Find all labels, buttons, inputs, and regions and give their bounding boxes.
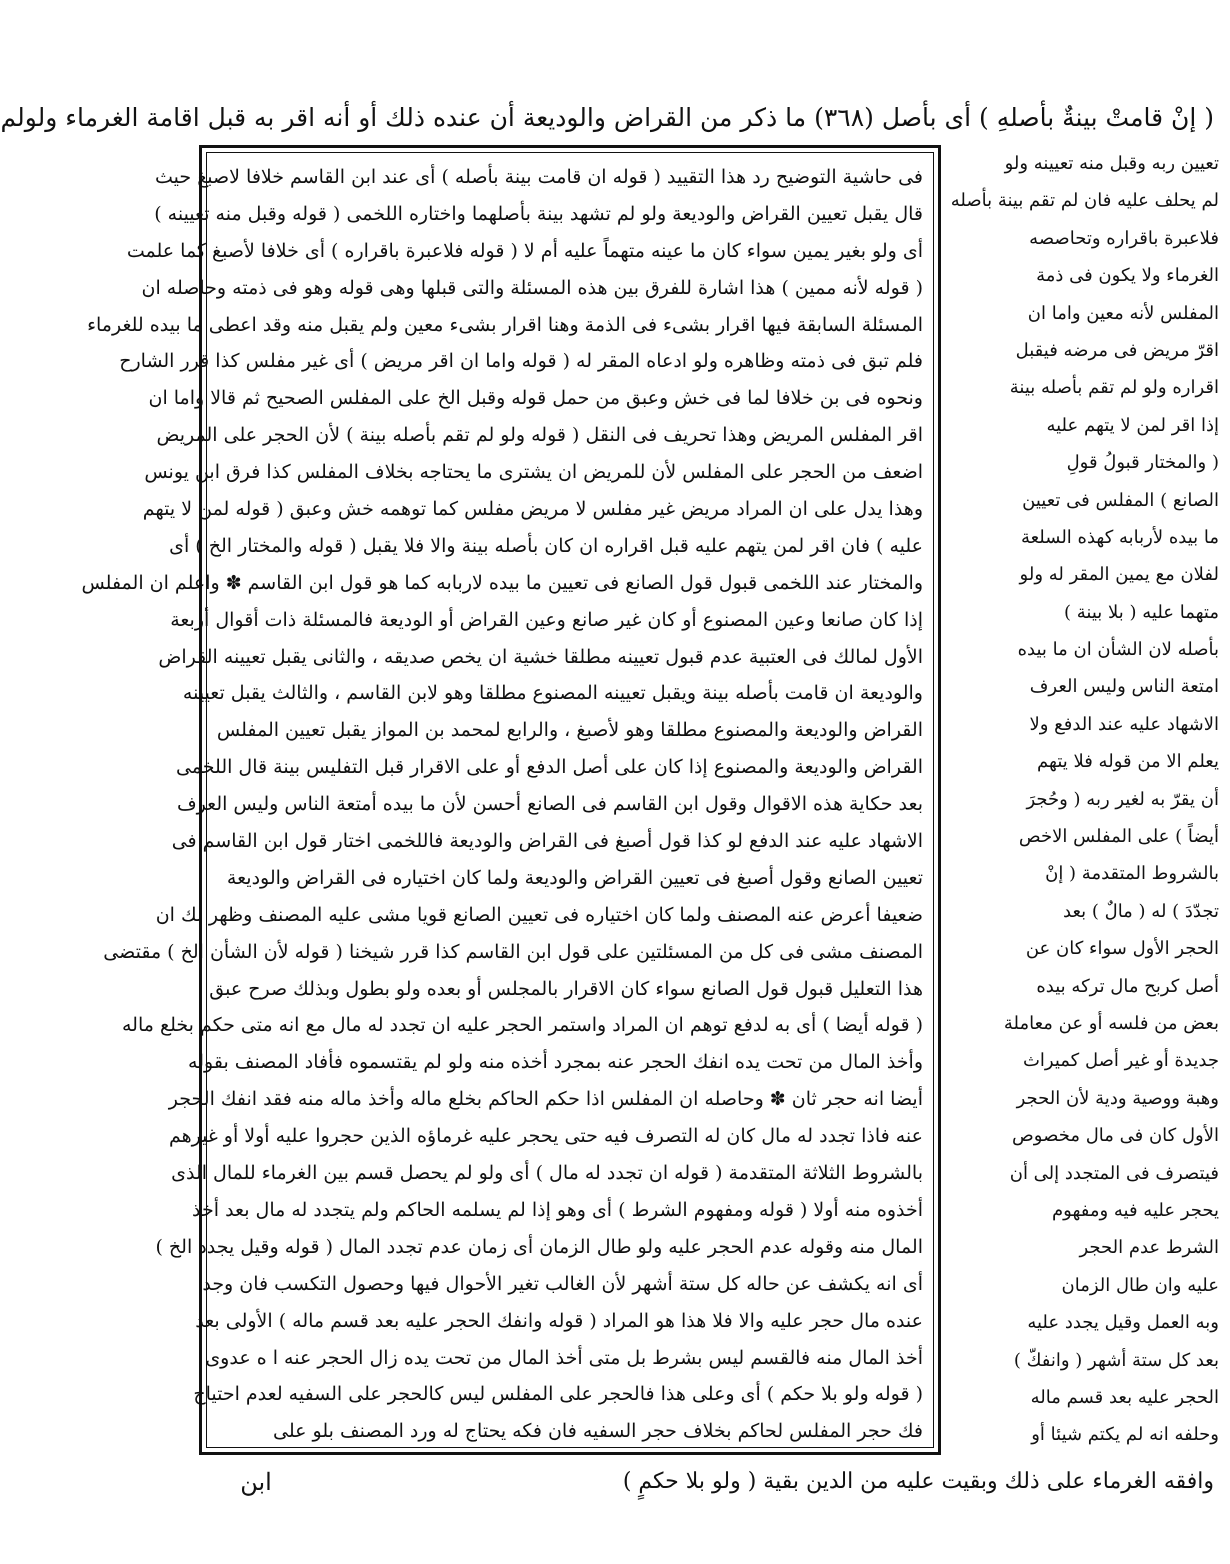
margin-line: جديدة أو غير أصل كميراث bbox=[1022, 1050, 1219, 1072]
commentary-line: بالشروط الثلاثة المتقدمة ( قوله ان تجدد له مال ) أى ولو لم يحصل قسم بين الغرماء للمال الذى bbox=[171, 1162, 923, 1185]
margin-line: تجدّدَ ) له ( مالٌ ) بعد bbox=[1063, 900, 1219, 922]
commentary-line: أخذ المال منه فالقسم ليس بشرط بل متى أخذ المال من تحت يده زال الحجر عنه ا ه عدوى bbox=[205, 1346, 923, 1369]
commentary-line: فلم تبق فى ذمته وظاهره ولو ادعاه المقر له ( قوله واما ان اقر مريض ) أى غير مفلس كذا قرر الشارح bbox=[119, 350, 923, 373]
margin-line: بعد كل ستة أشهر ( وانفكّ ) bbox=[1013, 1349, 1219, 1371]
footer-line: وافقه الغرماء على ذلك وبقيت عليه من الدين بقية ( ولو بلا حكمٍ ) bbox=[622, 1469, 1214, 1494]
margin-line: ما بيده لأربابه كهذه السلعة bbox=[1020, 526, 1219, 548]
margin-line: تعيين ربه وقبل منه تعيينه ولو bbox=[1004, 153, 1219, 174]
margin-line: فلاعبرة باقراره وتحاصصه bbox=[1029, 227, 1219, 249]
margin-line: يعلم الا من قوله فلا يتهم bbox=[1037, 751, 1219, 773]
commentary-line: فك حجر المفلس لحاكم بخلاف حجر السفيه فان فكه يحتاج له ورد المصنف بلو على bbox=[273, 1420, 923, 1443]
margin-line: يحجر عليه فيه ومفهوم bbox=[1052, 1199, 1219, 1221]
margin-line: لم يحلف عليه فان لم تقم بينة بأصله bbox=[950, 190, 1219, 212]
commentary-line: المصنف مشى فى كل من المسئلتين على قول ابن القاسم كذا قرر شيخنا ( قوله لأن الشأن الخ ) مقتضى bbox=[103, 940, 923, 963]
margin-line: أيضاً ) على المفلس الاخص bbox=[1018, 826, 1219, 848]
margin-line: الشرط عدم الحجر bbox=[1079, 1237, 1219, 1259]
margin-line: وبه العمل وقيل يجدد عليه bbox=[1027, 1312, 1219, 1334]
commentary-line: فى حاشية التوضيح رد هذا التقييد ( قوله ان قامت بينة بأصله ) أى عند ابن القاسم خلافا لاصبغ حيث bbox=[155, 166, 923, 188]
commentary-line: ضعيفا أعرض عنه المصنف ولما كان اختياره فى تعيين الصانع قويا مشى عليه المصنف وظهر لك ان bbox=[155, 903, 923, 926]
commentary-line: الاشهاد عليه عند الدفع لو كذا قول أصبغ فى القراض والوديعة فاللخمى اختار قول ابن القاسم فى bbox=[171, 830, 923, 853]
margin-line: إذا اقر لمن لا يتهم عليه bbox=[1046, 414, 1219, 436]
margin-line: الصانع ) المفلس فى تعيين bbox=[1022, 489, 1219, 511]
margin-line: ( والمختار قبولُ قولِ bbox=[1066, 452, 1219, 474]
commentary-line: المال منه وقوله عدم الحجر عليه ولو طال الزمان أى زمان عدم تجدد المال ( قوله وقيل يجدد الخ ) bbox=[155, 1235, 923, 1258]
margin-line: وحلفه انه لم يكتم شيئا أو bbox=[1031, 1424, 1219, 1446]
margin-text-column bbox=[949, 145, 1219, 1455]
commentary-box bbox=[81, 145, 941, 1455]
margin-line: بأصله لان الشأن ان ما بيده bbox=[1017, 639, 1219, 661]
commentary-line: الأول لمالك فى العتبية عدم قبول تعيينه مطلقا خشية ان يخص صديقه ، والثانى يقبل تعيينه القراض bbox=[158, 645, 923, 668]
commentary-line: أى ولو بغير يمين سواء كان ما عينه متهماً عليه أم لا ( قوله فلاعبرة باقراره ) أى خلافا لأصبغ كما علمت bbox=[126, 239, 923, 262]
margin-line: عليه وان طال الزمان bbox=[1061, 1274, 1219, 1296]
commentary-line: ( قوله ولو بلا حكم ) أى وعلى هذا فالحجر على المفلس ليس كالحجر على السفيه لعدم احتياج bbox=[193, 1383, 923, 1406]
commentary-line: ( قوله لأنه ممين ) هذا اشارة للفرق بين هذه المسئلة والتى قبلها وهى قوله وهو فى ذمته وحاصله ان bbox=[141, 276, 923, 299]
margin-line: وهبة ووصية ودية لأن الحجر bbox=[1016, 1087, 1219, 1109]
margin-line: الحجر الأول سواء كان عن bbox=[1025, 938, 1219, 960]
commentary-line: المسئلة السابقة فيها اقرار بشىء فى الذمة وهنا اقرار بشىء معين ولم يقبل منه وقد اعطى ما بيده للغرماء bbox=[87, 313, 923, 336]
commentary-line: وأخذ المال من تحت يده انفك الحجر عنه بمجرد أخذه منه ولو لم يقتسموه فأفاد المصنف بقوله bbox=[188, 1051, 923, 1074]
margin-line: أن يقرّ به لغير ربه ( وحُجرَ bbox=[1026, 788, 1219, 810]
commentary-line: قال يقبل تعيين القراض والوديعة ولو لم تشهد بينة بأصلهما واختاره اللخمى ( قوله وقبل منه تعيينه ) bbox=[154, 202, 923, 225]
commentary-line: هذا التعليل قبول قول الصانع سواء كان الاقرار بالمجلس أو بعده ولو بطول وبذلك صرح عبق bbox=[209, 977, 923, 1000]
commentary-line: القراض والوديعة والمصنوع إذا كان على أصل الدفع أو على الاقرار قبل التفليس بينة قال اللخمى bbox=[175, 756, 923, 779]
commentary-line: بعد حكاية هذه الاقوال وقول ابن القاسم فى الصانع أحسن لأن ما بيده أمتعة الناس وليس العرف bbox=[176, 793, 923, 816]
commentary-line: والمختار عند اللخمى قبول قول الصانع فى تعيين ما بيده لاربابه كما هو قول ابن القاسم ✽ واعلم ان المفلس bbox=[81, 571, 923, 594]
commentary-line: إذا كان صانعا وعين المصنوع أو كان غير صانع وعين القراض أو الوديعة فالمسئلة ذات أقوال أربعة bbox=[170, 608, 923, 631]
margin-line: الاشهاد عليه عند الدفع ولا bbox=[1029, 713, 1219, 735]
commentary-line: أى انه يكشف عن حاله كل ستة أشهر لأن الغالب تغير الأحوال فيها وحصول التكسب فان وجد bbox=[202, 1272, 923, 1295]
margin-line: الأول كان فى مال مخصوص bbox=[1012, 1125, 1219, 1147]
margin-line: فيتصرف فى المتجدد إلى أن bbox=[1009, 1162, 1219, 1184]
commentary-line: أيضا انه حجر ثان ✽ وحاصله ان المفلس اذا حكم الحاكم بخلع ماله وأخذ ماله منه فقد انفك الحجر bbox=[168, 1088, 923, 1111]
catchword: ابن bbox=[240, 1468, 272, 1496]
commentary-line: عنده مال حجر عليه والا فلا هذا هو المراد ( قوله وانفك الحجر عليه بعد قسم ماله ) الأولى بعد bbox=[195, 1309, 923, 1332]
header-line: ( إنْ قامتْ بينةٌ بأصلهِ ) أى بأصل (٣٦٨) ما ذكر من القراض والوديعة أن عنده ذلك أو أنه اقر به قبل اقامة الغرماء ولولم bbox=[0, 103, 1214, 132]
margin-line: بالشروط المتقدمة ( إنْ bbox=[1045, 863, 1219, 885]
commentary-line: عنه فاذا تجدد له مال كان له التصرف فيه حتى يحجر عليه غرماؤه الذين حجروا عليه أولا أو غيرهم bbox=[168, 1125, 923, 1148]
margin-line: الحجر عليه بعد قسم ماله bbox=[1030, 1386, 1219, 1408]
commentary-text bbox=[81, 152, 934, 1448]
commentary-line: وهذا يدل على ان المراد مريض غير مفلس لا مريض مفلس كما توهمه خش وعبق ( قوله لمن لا يتهم bbox=[142, 498, 923, 521]
page-header bbox=[0, 96, 1214, 140]
commentary-line: عليه ) فان اقر لمن يتهم عليه قبل اقراره ان كان بأصله بينة والا فلا يقبل ( قوله والمختار الخ ) أى bbox=[169, 534, 923, 557]
margin-line: أصل كربح مال تركه بيده bbox=[1036, 975, 1219, 997]
commentary-line: أخذوه منه أولا ( قوله ومفهوم الشرط ) أى وهو إذا لم يسلمه الحاكم ولم يتجدد له مال بعد أخذ bbox=[192, 1198, 923, 1221]
commentary-line: ونحوه فى بن خلافا لما فى خش وعبق من حمل قوله وقبل الخ على المفلس الصحيح ثم قالا واما ان bbox=[148, 387, 923, 410]
margin-line: لفلان مع يمين المقر له ولو bbox=[1019, 564, 1219, 586]
margin-line: امتعة الناس وليس العرف bbox=[1029, 676, 1219, 698]
commentary-line: والوديعة ان قامت بأصله بينة ويقبل تعيينه المصنوع مطلقا وهو لابن القاسم ، والثالث يقبل تعيينه bbox=[182, 682, 923, 705]
commentary-line: القراض والوديعة والمصنوع مطلقا وهو لأصبغ ، والرابع لمحمد بن المواز يقبل تعيين المفلس bbox=[216, 719, 923, 742]
commentary-line: اقر المفلس المريض وهذا تحريف فى النقل ( قوله ولو لم تقم بأصله بينة ) لأن الحجر على المريض bbox=[156, 424, 923, 447]
margin-line: متهما عليه ( بلا بينة ) bbox=[1064, 601, 1219, 623]
margin-line: اقرّ مريض فى مرضه فيقبل bbox=[1015, 339, 1219, 361]
commentary-line: ( قوله أيضا ) أى به لدفع توهم ان المراد واستمر الحجر عليه ان تجدد له مال مع انه متى حكم بخلع ماله bbox=[122, 1014, 923, 1037]
margin-line: الغرماء ولا يكون فى ذمة bbox=[1036, 265, 1219, 287]
commentary-line: اضعف من الحجر على المفلس لأن للمريض ان يشترى ما يحتاجه بخلاف المفلس كذا فرق ابن يونس bbox=[144, 461, 923, 484]
commentary-line: تعيين الصانع وقول أصبغ فى تعيين القراض والوديعة ولما كان اختياره فى القراض والوديعة bbox=[226, 866, 923, 889]
margin-line: بعض من فلسه أو عن معاملة bbox=[1003, 1012, 1219, 1034]
margin-line: اقراره ولو لم تقم بأصله بينة bbox=[1009, 377, 1219, 399]
margin-line: المفلس لأنه معين واما ان bbox=[1027, 302, 1219, 324]
